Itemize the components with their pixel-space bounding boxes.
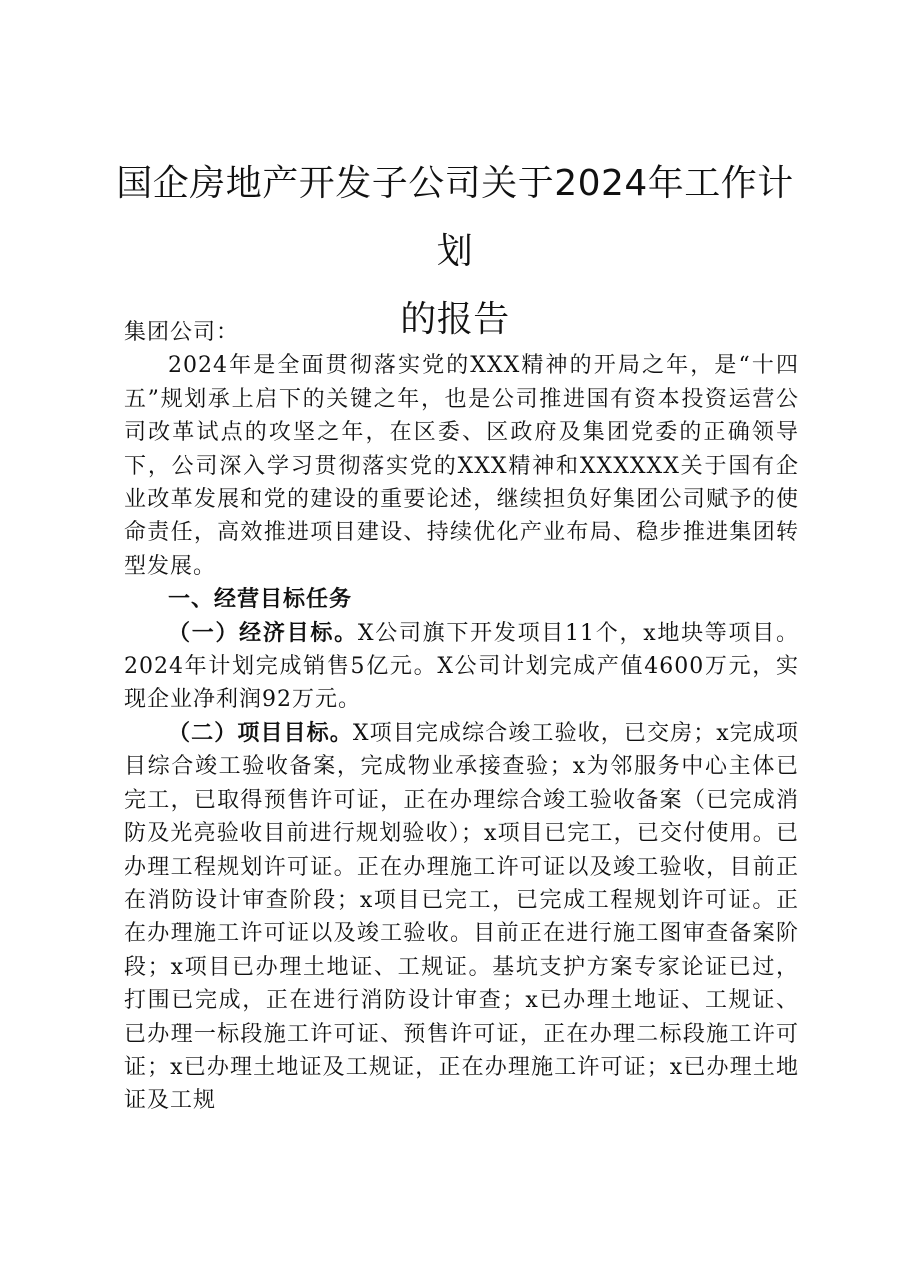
- paragraph-economic-target: [124, 617, 799, 717]
- title-line-2: 的报告: [400, 299, 510, 340]
- paragraph-text: X公司旗下开发项目11个，x地块等项目。2024年计划完成销售5亿元。X公司计划完成产值4600万元，实现企业净利润92万元。: [124, 620, 799, 713]
- salutation: 集团公司：: [124, 320, 240, 345]
- section-heading-1: 一、经营目标任务: [168, 587, 353, 613]
- intro-paragraph: 2024年是全面贯彻落实党的XXX精神的开局之年，是“十四五”规划承上启下的关键之年，也是公司推进国有资本投资运营公司改革试点的攻坚之年，在区委、区政府及集团党委的正确领导下，公司深入学习贯彻落实党的XXX精神和XXXXXX关于国有企业改革发展和党的建设的重要论述，继续担负好集团公司赋予的使命责任，高效推进项目建设、持续优化产业布局、稳步推进集团转型发展。: [124, 353, 799, 579]
- paragraph-project-target: [124, 717, 799, 1118]
- title-line-1: 国企房地产开发子公司关于2024年工作计划: [116, 163, 794, 272]
- document-body: [124, 316, 799, 1118]
- paragraph-lead: （二）项目目标。: [168, 719, 353, 746]
- paragraph-lead: （一）经济目标。: [168, 619, 358, 646]
- paragraph-text: X项目完成综合竣工验收，已交房；x完成项目综合竣工验收备案，完成物业承接查验；x为邻服务中心主体已完工，已取得预售许可证，正在办理综合竣工验收备案（已完成消防及光亮验收目前进行规划验收）；x项目已完工，已交付使用。已办理工程规划许可证。正在办理施工许可证以及竣工验收，目前正在消防设计审查阶段；x项目已完工，已完成工程规划许可证。正在办理施工许可证以及竣工验收。目前正在进行施工图审查备案阶段；x项目已办理土地证、工规证。基坑支护方案专家论证已过，打围已完成，正在进行消防设计审查；x已办理土地证、工规证、已办理一标段施工许可证、预售许可证，正在办理二标段施工许可证；x已办理土地证及工规证，正在办理施工许可证；x已办理土地证及工规: [124, 720, 799, 1114]
